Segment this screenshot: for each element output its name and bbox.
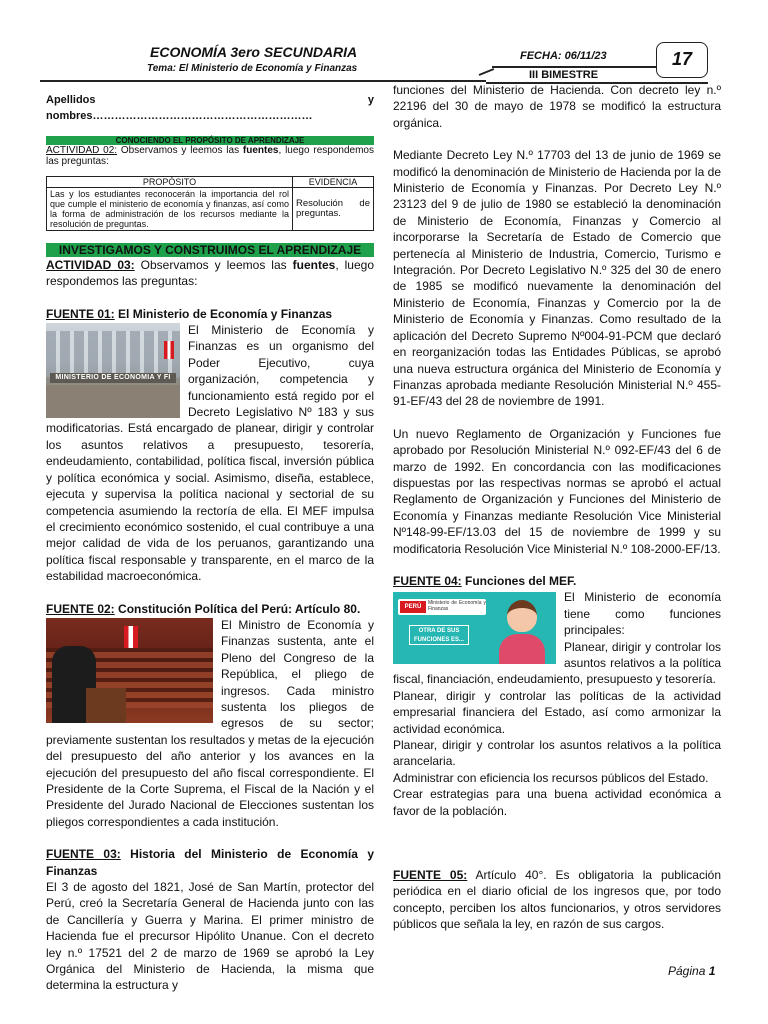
purpose-table bbox=[46, 176, 374, 231]
fuente-03-paragraph-3: Un nuevo Reglamento de Organización y Funciones fue aprobado por Resolución Ministerial N.º 092-EF/43 del 6 de marzo de 1992. En concordancia con las modificaciones dispuestas por las respectivas normas se aprobó el actual Reglamento de Organización y Funciones del Ministerio de Economía y Finanzas mediante Resolución Vice Ministerial Nº148-99-EF/13.03 del 15 de noviembre de 1999 y su modificatoria Resolución Vice Ministerial N.º 108-2000-EF/13. bbox=[393, 426, 721, 556]
fuente-01-label: FUENTE 01: bbox=[46, 306, 115, 321]
activity-02-label: ACTIVIDAD 02: bbox=[46, 144, 118, 156]
fuente-04-label: FUENTE 04: bbox=[393, 573, 462, 588]
topic-subtitle: Tema: El Ministerio de Economía y Finanzas bbox=[147, 63, 358, 74]
date-label: FECHA: 06/11/23 bbox=[520, 50, 607, 62]
fuente-03-label: FUENTE 03: bbox=[46, 847, 121, 862]
fuente-03-text-left: El 3 de agosto del 1821, José de San Martín, protector del Perú, creó la Secretaría General de Hacienda junto con las de Cancillería y Guerra y Marina. El primer ministro de Hacienda fue el precursor Hipólito Unanue. Con el decreto ley n.º 17521 del 2 de marzo de 1969 se aprobó la Ley Orgánica del Ministerio de Hacienda, la misma que determina la estructura y bbox=[46, 880, 374, 993]
ministry-building-photo bbox=[46, 323, 180, 418]
fuente-04-intro: El Ministerio de economía tiene como funciones principales: bbox=[564, 590, 721, 638]
table-cell-proposito: Las y los estudiantes reconocerán la importancia del rol que cumple el ministerio de economía y finanzas, así como la forma de administración de los recursos mediante la resolución de preguntas. bbox=[47, 187, 293, 230]
function-item: Planear, dirigir y controlar los asuntos relativos a la política fiscal, financiación, endeudamiento, presupuesto y tesorería. bbox=[393, 639, 721, 687]
mef-functions-image bbox=[393, 592, 556, 664]
fuente-01-title: El Ministerio de Economía y Finanzas bbox=[114, 306, 333, 321]
fuente-01-text: El Ministerio de Economía y Finanzas es un organismo del Poder Ejecutivo, cuya organización, competencia y funcionamiento está regido por el Decreto Legislativo Nº 183 y sus modificatorias. Está encargado de planear, dirigir y controlar los asuntos relativos a presupuesto, tesorería, endeudamiento, contabilidad, política fiscal, inversión pública y política económica y social. Asimismo, diseña, establece, ejecuta y supervisa la política nacional y sectorial de su competencia asumiendo la rectoría de ella. El MEF impulsa el crecimiento económico sostenido, el cual contribuye a una mejor calidad de vida de los peruanos, garantizando una política fiscal responsable y transparente, en el marco de la estabilidad macroeconómica. bbox=[46, 323, 374, 584]
right-column bbox=[393, 82, 721, 933]
function-item: Administrar con eficiencia los recursos públicos del Estado. bbox=[393, 770, 709, 785]
header-divider-slant bbox=[479, 68, 495, 76]
page-number: Página 1 bbox=[668, 964, 716, 978]
section-banner: INVESTIGAMOS Y CONSTRUIMOS EL APRENDIZAJE bbox=[46, 243, 374, 257]
fuente-05-paragraph bbox=[393, 867, 721, 933]
fuente-02-text: El Ministro de Economía y Finanzas sustenta, ante el Pleno del Congreso de la República, el pliego de ingresos. Cada ministro sustenta los pliegos de egresos de su sector; previamente sustentan los resultados y metas de la ejecución del presupuesto del año anterior y los avances en la ejecución del presupuesto del año fiscal correspondiente. El Presidente de la Corte Suprema, el Fiscal de la Nación y el Presidente del Jurado Nacional de Elecciones sustentan los pliegos correspondientes a cada institución. bbox=[46, 617, 374, 829]
peru-flag-icon bbox=[124, 626, 138, 648]
ministry-sign: MINISTERIO DE ECONOMIA Y FI bbox=[50, 373, 176, 383]
fuente-04-title: Funciones del MEF. bbox=[461, 573, 577, 588]
activity-02: ACTIVIDAD 02: Observamos y leemos las fuentes, luego respondemos las preguntas: bbox=[46, 144, 374, 167]
activity-03: ACTIVIDAD 03: Observamos y leemos las fuentes, luego respondemos las preguntas: bbox=[46, 257, 375, 289]
function-item: Planear, dirigir y controlar las políticas de la actividad empresarial financiera del Estado, así como armonizar la actividad económica. bbox=[393, 688, 721, 736]
table-header-evidencia: EVIDENCIA bbox=[293, 176, 374, 187]
name-field-label: Apellidos y nombres…………………………………………………… bbox=[46, 94, 374, 123]
image-caption-box: OTRA DE SUS FUNCIONES ES... bbox=[409, 625, 469, 645]
fuente-04-heading bbox=[393, 573, 721, 589]
function-item: Planear, dirigir y controlar los asuntos relativos a la política arancelaria. bbox=[393, 738, 721, 769]
activity-03-label: ACTIVIDAD 03: bbox=[46, 257, 135, 272]
page-title: ECONOMÍA 3ero SECUNDARIA bbox=[150, 44, 358, 60]
purpose-banner: CONOCIENDO EL PROPÓSITO DE APRENDIZAJE bbox=[46, 136, 374, 145]
fuente-03-paragraph-2: Mediante Decreto Ley N.º 17703 del 13 de junio de 1969 se modificó la denominación de Ministerio de Hacienda por la de Ministerio de Economía y Finanzas. Por Decreto Ley N.º 23123 del 9 de julio de 1980 se estableció la denominación de Ministerio de Economía, Finanzas y Comercio al incorporarse la Secretaría de Estado de Comercio que pertenecía al Ministerio de Industria, Comercio, Turismo e Integración. Por Decreto Legislativo N.º 325 del 30 de enero de 1985 se modificó nuevamente la denominación del Ministerio de Economía, Finanzas y Comercio por la de Ministerio de Economía y Finanzas. Como resultado de la aplicación del Decreto Supremo Nº004-91-PCM que declaró en reorganización todas las Entidades Públicas, se aprobó una nueva estructura orgánica del Ministerio de Economía y Finanzas aprobada mediante Resolución Ministerial N.º 455-91-EF/43 del 28 de noviembre de 1991. bbox=[393, 148, 721, 409]
fuente-02-title: Constitución Política del Perú: Artículo 80. bbox=[114, 601, 361, 616]
fuente-03-title: Historia del Ministerio de Economía y Finanzas bbox=[46, 847, 374, 878]
table-header-proposito: PROPÓSITO bbox=[47, 176, 293, 187]
mef-logo: PERÚ Ministerio de Economía y Finanzas bbox=[398, 599, 486, 615]
fuente-05-label: FUENTE 05: bbox=[393, 868, 468, 883]
table-cell-evidencia: Resolución de preguntas. bbox=[293, 187, 374, 230]
fuente-05-text: Artículo 40°. Es obligatoria la publicación periódica en el diario oficial de los ingresos que, por todo concepto, perciben los altos funcionarios, y otros servidores públicos que señala la ley, en razón de sus cargos. bbox=[393, 868, 721, 932]
fuente-03-heading bbox=[46, 846, 374, 879]
cartoon-woman-icon bbox=[507, 600, 537, 632]
fuente-03-text-continued: funciones del Ministerio de Hacienda. Con decreto ley n.º 22196 del 30 de mayo de 1978 se modificó la estructura orgánica. bbox=[393, 83, 721, 130]
left-column bbox=[46, 90, 374, 994]
fuente-02-heading bbox=[46, 601, 374, 617]
session-number-box: 17 bbox=[656, 42, 708, 78]
congress-session-photo bbox=[46, 618, 213, 723]
peru-flag-icon bbox=[164, 341, 174, 359]
bimester-label: III BIMESTRE bbox=[529, 69, 599, 81]
function-item: Crear estrategias para una buena actividad económica a favor de la población. bbox=[393, 787, 721, 818]
fuente-01-heading bbox=[46, 306, 374, 322]
header-divider-right bbox=[492, 66, 656, 68]
fuente-02-label: FUENTE 02: bbox=[46, 601, 115, 616]
